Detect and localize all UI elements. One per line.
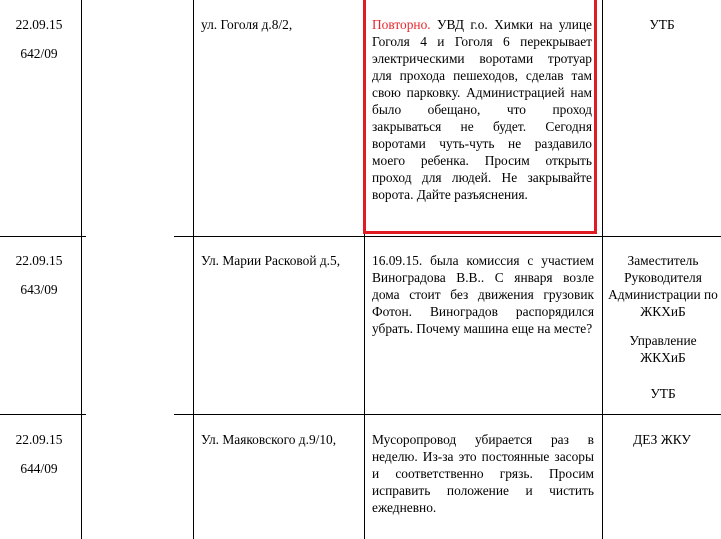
address: [201, 252, 359, 269]
repeat-label: Повторно.: [372, 17, 431, 32]
complaint-body: 16.09.15. была комиссия с участием Виноградова В.В.. С января возле дома стоит без движения грузовик Фотон. Виноградов распорядился убрать. Почему машина еще на месте?: [372, 253, 594, 336]
address-text: ул. Гоголя д.8/2,: [201, 17, 293, 32]
row-divider: [174, 236, 721, 237]
column-divider: [602, 0, 603, 539]
table-row-date: [0, 252, 78, 298]
date: 22.09.15: [15, 253, 63, 268]
row-divider: [0, 236, 86, 237]
responsible-item: Управление ЖКХиБ: [629, 333, 697, 365]
registration-number: 643/09: [20, 282, 58, 297]
responsible: [606, 16, 718, 33]
registration-number: 644/09: [20, 461, 58, 476]
table-row-date: [0, 431, 78, 477]
table-row-date: [0, 16, 78, 62]
responsible-item: Заместитель Руководителя Администрации по ЖКХиБ: [608, 253, 718, 319]
date: 22.09.15: [15, 432, 63, 447]
complaint-text: [372, 252, 594, 337]
address-text: Ул. Маяковского д.9/10,: [201, 432, 337, 447]
column-divider: [81, 0, 82, 539]
responsible-item: УТБ: [650, 386, 676, 401]
address: [201, 431, 359, 448]
registration-number: 642/09: [20, 46, 58, 61]
column-divider: [193, 0, 194, 539]
responsible-item: ДЕЗ ЖКУ: [633, 432, 691, 447]
address: [201, 16, 359, 33]
row-divider: [174, 414, 721, 415]
complaint-body: Мусоропровод убирается раз в неделю. Из-за это постоянные засоры и соответственно грязь. Просим исправить положение и чистить ежедневно.: [372, 432, 594, 515]
complaint-text: [372, 431, 594, 516]
responsible: [606, 431, 718, 448]
responsible: [608, 252, 718, 402]
address-text: Ул. Марии Расковой д.5,: [201, 253, 341, 268]
row-divider: [0, 414, 86, 415]
complaint-text: [372, 16, 592, 203]
date: 22.09.15: [15, 17, 63, 32]
responsible-item: УТБ: [649, 17, 675, 32]
complaint-body: УВД г.о. Химки на улице Гоголя 4 и Гоголя 6 перекрывает электрическими воротами тротуар для прохода пешеходов, сделав там свою парковку. Администрацией нам было обещано, что проход закрываться не будет. Сегодня воротами чуть-чуть не раздавило моего ребенка. Просим открыть проход для людей. Не закрывайте ворота. Дайте разъяснения.: [372, 17, 592, 202]
